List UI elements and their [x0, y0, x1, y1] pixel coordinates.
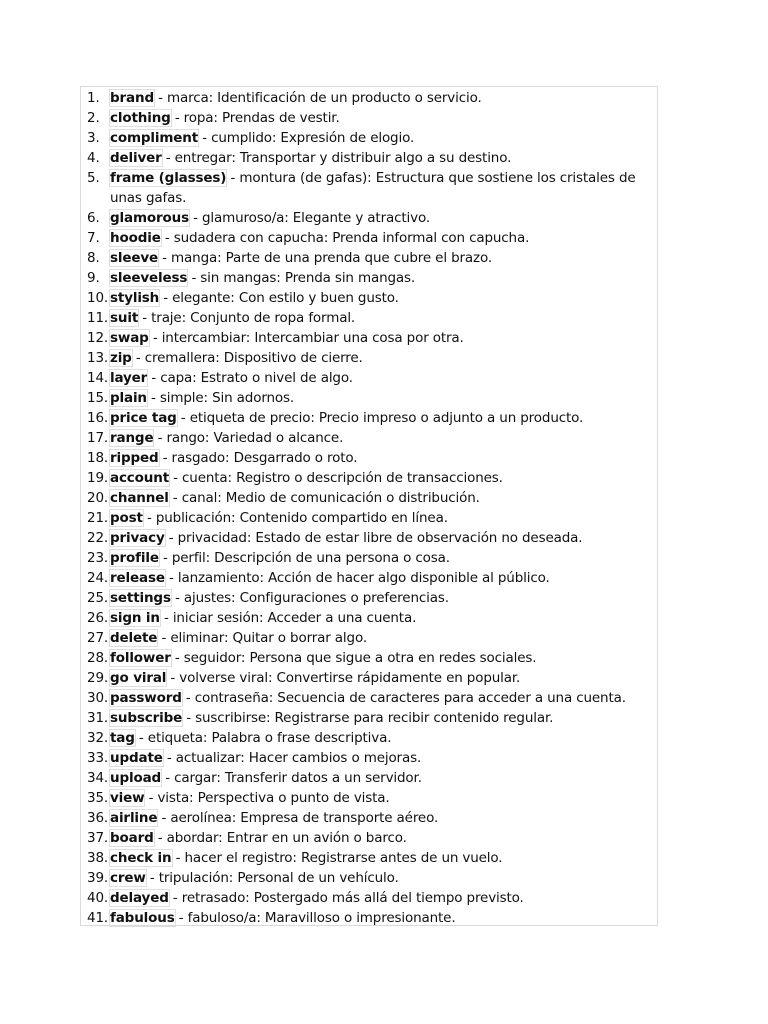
- item-number: 18.: [87, 450, 109, 466]
- item-number: 34.: [87, 770, 109, 786]
- list-item: [81, 548, 657, 568]
- item-term: layer: [110, 370, 148, 386]
- item-term: stylish: [110, 290, 160, 306]
- item-number: 10.: [87, 290, 109, 306]
- list-item: [81, 308, 657, 328]
- item-definition: - simple: Sin adornos.: [146, 390, 295, 406]
- list-item: [81, 348, 657, 368]
- list-item: [81, 248, 657, 268]
- list-item: [81, 828, 657, 848]
- item-number: 11.: [87, 310, 109, 326]
- item-definition: - iniciar sesión: Acceder a una cuenta.: [159, 610, 417, 626]
- item-definition: - elegante: Con estilo y buen gusto.: [159, 290, 399, 306]
- item-definition: - cuenta: Registro o descripción de transacciones.: [169, 470, 503, 486]
- list-item: [81, 368, 657, 388]
- item-definition: - tripulación: Personal de un vehículo.: [145, 870, 399, 886]
- list-item: [81, 748, 657, 768]
- item-definition: - ropa: Prendas de vestir.: [170, 110, 340, 126]
- item-number: 8.: [87, 250, 100, 266]
- list-item: [81, 728, 657, 748]
- list-item: [81, 388, 657, 408]
- item-term: view: [110, 790, 145, 806]
- item-number: 29.: [87, 670, 109, 686]
- list-item: [81, 768, 657, 788]
- item-term: go viral: [110, 670, 167, 686]
- item-definition: - abordar: Entrar en un avión o barco.: [153, 830, 407, 846]
- item-term: settings: [110, 590, 171, 606]
- item-number: 28.: [87, 650, 109, 666]
- item-number: 19.: [87, 470, 109, 486]
- list-item: [81, 488, 657, 508]
- item-definition: - contraseña: Secuencia de caracteres para acceder a una cuenta.: [181, 690, 626, 706]
- item-number: 38.: [87, 850, 109, 866]
- list-item: [81, 708, 657, 728]
- list-item: [81, 268, 657, 288]
- list-item: [81, 108, 657, 128]
- item-definition: - rasgado: Desgarrado o roto.: [158, 450, 358, 466]
- item-term: subscribe: [110, 710, 183, 726]
- item-definition: - cumplido: Expresión de elogio.: [198, 130, 415, 146]
- item-number: 25.: [87, 590, 109, 606]
- item-term: tag: [110, 730, 135, 746]
- item-definition: - manga: Parte de una prenda que cubre el brazo.: [158, 250, 492, 266]
- list-item: [81, 668, 657, 688]
- item-number: 33.: [87, 750, 109, 766]
- item-number: 5.: [87, 170, 100, 186]
- list-item: [81, 528, 657, 548]
- item-term: airline: [110, 810, 158, 826]
- item-term: deliver: [110, 150, 162, 166]
- item-term: profile: [110, 550, 159, 566]
- item-definition: - sudadera con capucha: Prenda informal con capucha.: [160, 230, 530, 246]
- item-term: channel: [110, 490, 169, 506]
- item-definition: - actualizar: Hacer cambios o mejoras.: [162, 750, 422, 766]
- list-item: [81, 848, 657, 868]
- vocabulary-list: [81, 88, 657, 928]
- list-item: [81, 228, 657, 248]
- item-definition: - montura (de gafas): Estructura que sostiene los cristales de unas gafas.: [110, 170, 636, 206]
- item-term: glamorous: [110, 210, 189, 226]
- list-item: [81, 868, 657, 888]
- item-term: zip: [110, 350, 132, 366]
- item-term: post: [110, 510, 143, 526]
- list-item: [81, 808, 657, 828]
- item-term: privacy: [110, 530, 165, 546]
- item-definition: - rango: Variedad o alcance.: [153, 430, 344, 446]
- item-term: sleeve: [110, 250, 159, 266]
- item-number: 39.: [87, 870, 109, 886]
- item-term: board: [110, 830, 154, 846]
- item-number: 23.: [87, 550, 109, 566]
- item-term: release: [110, 570, 165, 586]
- item-term: range: [110, 430, 154, 446]
- item-term: update: [110, 750, 163, 766]
- item-number: 6.: [87, 210, 100, 226]
- item-term: delayed: [110, 890, 169, 906]
- list-item: [81, 428, 657, 448]
- list-item: [81, 648, 657, 668]
- item-number: 35.: [87, 790, 109, 806]
- item-definition: - perfil: Descripción de una persona o cosa.: [158, 550, 450, 566]
- item-term: ripped: [110, 450, 159, 466]
- item-definition: - seguidor: Persona que sigue a otra en redes sociales.: [170, 650, 537, 666]
- item-definition: - eliminar: Quitar o borrar algo.: [157, 630, 367, 646]
- list-item: [81, 688, 657, 708]
- item-definition: - suscribirse: Registrarse para recibir contenido regular.: [182, 710, 554, 726]
- item-definition: - canal: Medio de comunicación o distribución.: [168, 490, 480, 506]
- item-term: follower: [110, 650, 171, 666]
- item-number: 40.: [87, 890, 109, 906]
- item-term: plain: [110, 390, 147, 406]
- item-number: 26.: [87, 610, 109, 626]
- list-item: [81, 168, 657, 208]
- item-number: 15.: [87, 390, 109, 406]
- item-definition: - volverse viral: Convertirse rápidamente en popular.: [166, 670, 521, 686]
- item-definition: - traje: Conjunto de ropa formal.: [138, 310, 356, 326]
- item-term: compliment: [110, 130, 199, 146]
- item-number: 20.: [87, 490, 109, 506]
- item-term: check in: [110, 850, 172, 866]
- item-term: suit: [110, 310, 139, 326]
- list-item: [81, 568, 657, 588]
- item-definition: - ajustes: Configuraciones o preferencias.: [170, 590, 449, 606]
- item-number: 9.: [87, 270, 100, 286]
- item-definition: - aerolínea: Empresa de transporte aéreo.: [157, 810, 439, 826]
- item-term: sign in: [110, 610, 160, 626]
- item-number: 37.: [87, 830, 109, 846]
- item-definition: - retrasado: Postergado más allá del tiempo previsto.: [168, 890, 524, 906]
- item-definition: - cargar: Transferir datos a un servidor.: [161, 770, 422, 786]
- item-number: 30.: [87, 690, 109, 706]
- item-term: delete: [110, 630, 158, 646]
- item-definition: - intercambiar: Intercambiar una cosa por otra.: [148, 330, 464, 346]
- item-number: 7.: [87, 230, 100, 246]
- item-number: 32.: [87, 730, 109, 746]
- list-item: [81, 288, 657, 308]
- item-definition: - publicación: Contenido compartido en línea.: [142, 510, 448, 526]
- item-definition: - glamuroso/a: Elegante y atractivo.: [188, 210, 430, 226]
- item-definition: - fabuloso/a: Maravilloso o impresionante.: [174, 910, 456, 926]
- item-number: 13.: [87, 350, 109, 366]
- item-number: 14.: [87, 370, 109, 386]
- item-definition: - hacer el registro: Registrarse antes de un vuelo.: [171, 850, 503, 866]
- list-item: [81, 908, 657, 928]
- item-number: 16.: [87, 410, 109, 426]
- item-definition: - marca: Identificación de un producto o servicio.: [153, 90, 482, 106]
- item-term: clothing: [110, 110, 171, 126]
- item-term: brand: [110, 90, 154, 106]
- item-term: price tag: [110, 410, 177, 426]
- item-number: 36.: [87, 810, 109, 826]
- list-item: [81, 208, 657, 228]
- item-term: fabulous: [110, 910, 175, 926]
- item-definition: - capa: Estrato o nivel de algo.: [147, 370, 353, 386]
- item-term: hoodie: [110, 230, 161, 246]
- item-number: 31.: [87, 710, 109, 726]
- item-definition: - privacidad: Estado de estar libre de observación no deseada.: [164, 530, 583, 546]
- list-item: [81, 328, 657, 348]
- list-item: [81, 588, 657, 608]
- item-number: 1.: [87, 90, 100, 106]
- list-item: [81, 468, 657, 488]
- list-item: [81, 448, 657, 468]
- item-definition: - cremallera: Dispositivo de cierre.: [131, 350, 363, 366]
- item-term: crew: [110, 870, 146, 886]
- list-item: [81, 148, 657, 168]
- list-item: [81, 88, 657, 108]
- list-item: [81, 788, 657, 808]
- item-number: 22.: [87, 530, 109, 546]
- vocabulary-list-box: [80, 86, 658, 926]
- item-definition: - lanzamiento: Acción de hacer algo disponible al público.: [164, 570, 550, 586]
- item-definition: - etiqueta: Palabra o frase descriptiva.: [134, 730, 392, 746]
- item-term: swap: [110, 330, 149, 346]
- item-number: 3.: [87, 130, 100, 146]
- item-definition: - vista: Perspectiva o punto de vista.: [144, 790, 390, 806]
- item-term: upload: [110, 770, 162, 786]
- list-item: [81, 628, 657, 648]
- item-number: 24.: [87, 570, 109, 586]
- item-term: frame (glasses): [110, 170, 227, 186]
- item-definition: - etiqueta de precio: Precio impreso o adjunto a un producto.: [176, 410, 584, 426]
- list-item: [81, 888, 657, 908]
- item-term: password: [110, 690, 182, 706]
- list-item: [81, 608, 657, 628]
- item-number: 12.: [87, 330, 109, 346]
- item-number: 4.: [87, 150, 100, 166]
- item-term: account: [110, 470, 170, 486]
- item-number: 17.: [87, 430, 109, 446]
- item-number: 27.: [87, 630, 109, 646]
- item-definition: - entregar: Transportar y distribuir algo a su destino.: [161, 150, 512, 166]
- list-item: [81, 508, 657, 528]
- list-item: [81, 128, 657, 148]
- list-item: [81, 408, 657, 428]
- item-number: 2.: [87, 110, 100, 126]
- item-term: sleeveless: [110, 270, 188, 286]
- item-definition: - sin mangas: Prenda sin mangas.: [187, 270, 416, 286]
- item-number: 21.: [87, 510, 109, 526]
- item-number: 41.: [87, 910, 109, 926]
